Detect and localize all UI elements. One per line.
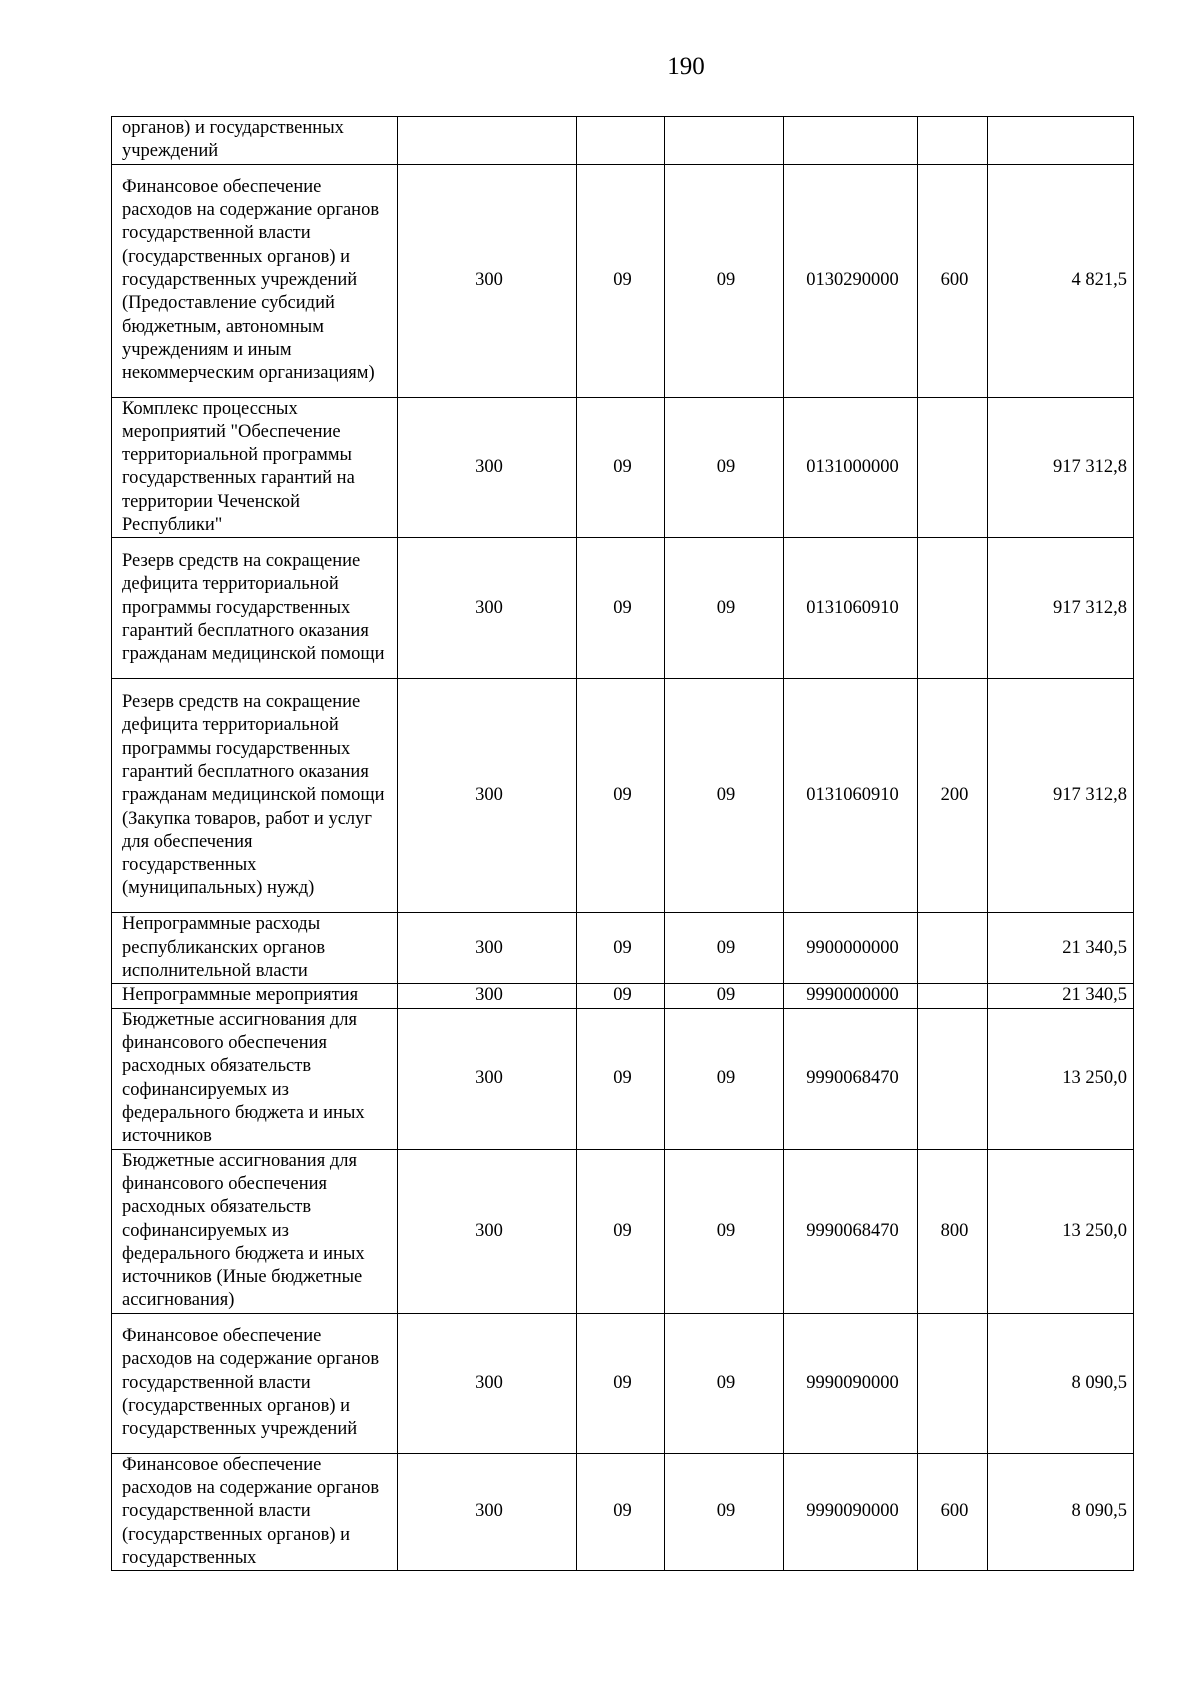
table-row bbox=[112, 164, 1134, 397]
row-amount: 8 090,5 bbox=[988, 1453, 1134, 1570]
row-name: Финансовое обеспечение расходов на содержание органов государственной власти (государственных органов) и государственных учреждений bbox=[112, 1313, 398, 1453]
row-expense-type bbox=[918, 984, 988, 1008]
row-target-code: 9990090000 bbox=[784, 1453, 918, 1570]
row-name: Непрограммные расходы республиканских органов исполнительной власти bbox=[112, 913, 398, 984]
page-number: 190 bbox=[667, 53, 705, 80]
table-row bbox=[112, 1149, 1134, 1313]
row-amount: 4 821,5 bbox=[988, 164, 1134, 397]
row-target-code: 9900000000 bbox=[784, 913, 918, 984]
row-code: 300 bbox=[398, 1453, 577, 1570]
row-code: 300 bbox=[398, 1313, 577, 1453]
row-target-code: 9990090000 bbox=[784, 1313, 918, 1453]
row-subsection: 09 bbox=[665, 913, 784, 984]
row-target-code: 0131060910 bbox=[784, 679, 918, 913]
row-subsection: 09 bbox=[665, 1453, 784, 1570]
table-row bbox=[112, 679, 1134, 913]
row-section bbox=[577, 117, 665, 165]
row-subsection: 09 bbox=[665, 1149, 784, 1313]
row-code: 300 bbox=[398, 397, 577, 538]
row-target-code: 9990068470 bbox=[784, 1149, 918, 1313]
row-amount: 13 250,0 bbox=[988, 1149, 1134, 1313]
row-amount: 917 312,8 bbox=[988, 538, 1134, 679]
table-row bbox=[112, 1313, 1134, 1453]
row-subsection: 09 bbox=[665, 679, 784, 913]
row-subsection: 09 bbox=[665, 1008, 784, 1149]
row-code: 300 bbox=[398, 984, 577, 1008]
row-name: органов) и государственных учреждений bbox=[112, 117, 398, 165]
row-subsection: 09 bbox=[665, 984, 784, 1008]
row-name: Резерв средств на сокращение дефицита территориальной программы государственных гарантий бесплатного оказания гражданам медицинской помощи (Закупка товаров, работ и услуг для обеспечения государственных (муниципальных) нужд) bbox=[112, 679, 398, 913]
row-amount: 8 090,5 bbox=[988, 1313, 1134, 1453]
row-expense-type bbox=[918, 538, 988, 679]
row-section: 09 bbox=[577, 679, 665, 913]
row-section: 09 bbox=[577, 397, 665, 538]
row-expense-type: 800 bbox=[918, 1149, 988, 1313]
row-name: Бюджетные ассигнования для финансового обеспечения расходных обязательств софинансируемых из федерального бюджета и иных источников (Иные бюджетные ассигнования) bbox=[112, 1149, 398, 1313]
row-section: 09 bbox=[577, 1008, 665, 1149]
row-subsection: 09 bbox=[665, 397, 784, 538]
row-code: 300 bbox=[398, 1149, 577, 1313]
row-name: Комплекс процессных мероприятий "Обеспечение территориальной программы государственных гарантий на территории Чеченской Республики" bbox=[112, 397, 398, 538]
row-subsection: 09 bbox=[665, 538, 784, 679]
table-row bbox=[112, 1008, 1134, 1149]
row-name: Непрограммные мероприятия bbox=[112, 984, 398, 1008]
row-amount: 21 340,5 bbox=[988, 913, 1134, 984]
row-section: 09 bbox=[577, 984, 665, 1008]
row-section: 09 bbox=[577, 538, 665, 679]
table-row bbox=[112, 1453, 1134, 1570]
row-expense-type: 200 bbox=[918, 679, 988, 913]
row-code bbox=[398, 117, 577, 165]
row-subsection: 09 bbox=[665, 1313, 784, 1453]
row-code: 300 bbox=[398, 1008, 577, 1149]
row-name: Финансовое обеспечение расходов на содержание органов государственной власти (государственных органов) и государственных учреждений (Предоставление субсидий бюджетным, автономным учреждениям и иным некоммерческим организациям) bbox=[112, 164, 398, 397]
row-expense-type bbox=[918, 913, 988, 984]
row-target-code: 9990068470 bbox=[784, 1008, 918, 1149]
row-expense-type bbox=[918, 397, 988, 538]
row-target-code bbox=[784, 117, 918, 165]
row-expense-type: 600 bbox=[918, 164, 988, 397]
row-name: Резерв средств на сокращение дефицита территориальной программы государственных гарантий бесплатного оказания гражданам медицинской помощи bbox=[112, 538, 398, 679]
row-expense-type bbox=[918, 1008, 988, 1149]
row-expense-type: 600 bbox=[918, 1453, 988, 1570]
row-target-code: 0131060910 bbox=[784, 538, 918, 679]
row-amount: 13 250,0 bbox=[988, 1008, 1134, 1149]
row-expense-type bbox=[918, 117, 988, 165]
table-row bbox=[112, 984, 1134, 1008]
row-subsection bbox=[665, 117, 784, 165]
row-name: Финансовое обеспечение расходов на содержание органов государственной власти (государственных органов) и государственных bbox=[112, 1453, 398, 1570]
row-code: 300 bbox=[398, 679, 577, 913]
row-amount bbox=[988, 117, 1134, 165]
row-subsection: 09 bbox=[665, 164, 784, 397]
table-row bbox=[112, 538, 1134, 679]
row-section: 09 bbox=[577, 913, 665, 984]
row-code: 300 bbox=[398, 913, 577, 984]
row-section: 09 bbox=[577, 1453, 665, 1570]
row-expense-type bbox=[918, 1313, 988, 1453]
row-target-code: 0130290000 bbox=[784, 164, 918, 397]
row-target-code: 9990000000 bbox=[784, 984, 918, 1008]
table-row bbox=[112, 913, 1134, 984]
row-name: Бюджетные ассигнования для финансового обеспечения расходных обязательств софинансируемых из федерального бюджета и иных источников bbox=[112, 1008, 398, 1149]
row-code: 300 bbox=[398, 164, 577, 397]
row-section: 09 bbox=[577, 1149, 665, 1313]
row-target-code: 0131000000 bbox=[784, 397, 918, 538]
table-row bbox=[112, 117, 1134, 165]
table-row bbox=[112, 397, 1134, 538]
row-amount: 21 340,5 bbox=[988, 984, 1134, 1008]
row-section: 09 bbox=[577, 1313, 665, 1453]
row-amount: 917 312,8 bbox=[988, 679, 1134, 913]
row-section: 09 bbox=[577, 164, 665, 397]
row-code: 300 bbox=[398, 538, 577, 679]
budget-table bbox=[111, 116, 1134, 1571]
row-amount: 917 312,8 bbox=[988, 397, 1134, 538]
